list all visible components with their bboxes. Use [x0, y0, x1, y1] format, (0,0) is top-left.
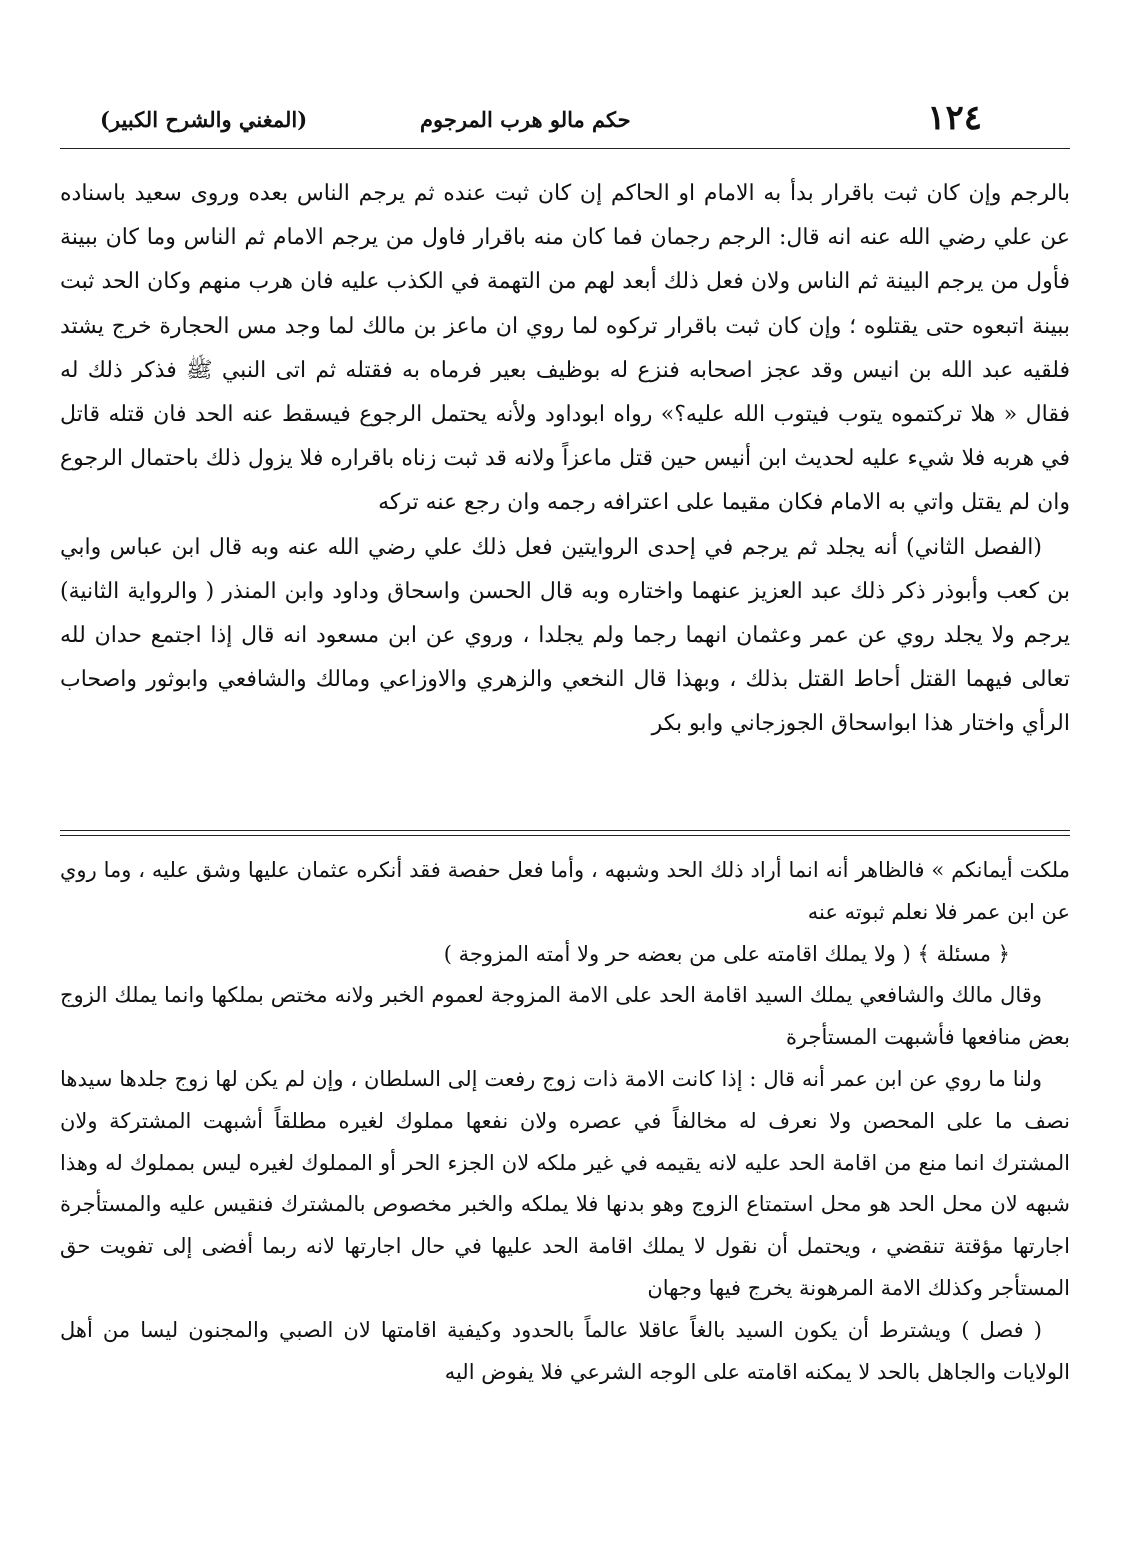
commentary-paragraph: ولنا ما روي عن ابن عمر أنه قال : إذا كانت الامة ذات زوج رفعت إلى السلطان ، وإن لم يكن لها زوج جلدها سيدها نصف ما على المحصن ولا نعرف له مخالفاً في عصره ولان نفعها مملوك لغيره مطلقاً أشبهت المشتركة ولان المشترك انما منع من اقامة الحد عليه لانه يقيمه في غير ملكه لان الجزء الحر أو المملوك لغيره ليس بمملوك له وهذا شبهه لان محل الحد هو محل استمتاع الزوج وهو بدنها فلا يملكه والخبر مخصوص بالمشترك فنقيس عليه والمستأجرة اجارتها مؤقتة تنقضي ، ويحتمل أن نقول لا يملك اقامة الحد عليها في حال اجارتها لانه ربما أفضى إلى تفويت حق المستأجر وكذلك الامة المرهونة يخرج فيها وجهان: [60, 1066, 1070, 1300]
page-header: [60, 98, 1060, 144]
main-text: [60, 172, 1070, 747]
book-title: (المغني والشرح الكبير): [100, 107, 308, 132]
commentary-text: [60, 850, 1070, 1393]
commentary-paragraph: ( فصل ) ويشترط أن يكون السيد بالغاً عاقلا عالماً بالحدود وكيفية اقامتها لان الصبي والمجنون ليسا من أهل الولايات والجاهل بالحد لا يمكنه اقامته على الوجه الشرعي فلا يفوض اليه: [60, 1317, 1070, 1384]
book-page: [60, 98, 1071, 1384]
commentary-paragraph: ملكت أيمانكم » فالظاهر أنه انما أراد ذلك الحد وشبهه ، وأما فعل حفصة فقد أنكره عثمان عليها وشق عليه ، وما روي عن ابن عمر فلا نعلم ثبوته عنه: [60, 858, 1070, 924]
footnote-separator: [60, 830, 1070, 836]
header-rule: [60, 148, 1070, 149]
section-title: حكم مالو هرب المرجوم: [420, 107, 631, 132]
masala-heading: ﴿ مسئلة ﴾ ( ولا يملك اقامته على من بعضه حر ولا أمته المزوجة ): [443, 941, 1010, 966]
main-paragraph: (الفصل الثاني) أنه يجلد ثم يرجم في إحدى الروايتين فعل ذلك علي رضي الله عنه وبه قال ابن عباس وابي بن كعب وأبوذر ذكر ذلك عبد العزيز عنهما واختاره وبه قال الحسن واسحاق وداود وابن المنذر ( والرواية الثانية) يرجم ولا يجلد روي عن عمر وعثمان انهما رجما ولم يجلدا ، وروي عن ابن مسعود انه قال إذا اجتمع حدان لله تعالى فيهما القتل أحاط القتل بذلك ، وبهذا قال النخعي والزهري والاوزاعي ومالك والشافعي وابوثور واصحاب الرأي واختار هذا ابواسحاق الجوزجاني وابو بكر: [60, 534, 1071, 737]
page-number: ١٢٤: [927, 98, 982, 138]
main-paragraph: بالرجم وإن كان ثبت باقرار بدأ به الامام او الحاكم إن كان ثبت عنده ثم يرجم الناس بعده وروى سعيد باسناده عن علي رضي الله عنه انه قال: الرجم رجمان فما كان منه باقرار فاول من يرجم الامام ثم الناس وما كان ببينة فأول من يرجم البينة ثم الناس ولان فعل ذلك أبعد لهم من التهمة في الكذب عليه فان هرب منهم وكان الحد ثبت ببينة اتبعوه حتى يقتلوه ؛ وإن كان ثبت باقرار تركوه لما روي ان ماعز بن مالك لما وجد مس الحجارة خرج يشتد فلقيه عبد الله بن انيس وقد عجز اصحابه فنزع له بوظيف بعير فرماه به فقتله ثم اتى النبي ﷺ فذكر ذلك له فقال « هلا تركتموه يتوب فيتوب الله عليه؟» رواه ابوداود ولأنه يحتمل الرجوع فيسقط عنه الحد فان قتله قاتل في هربه فلا شيء عليه لحديث ابن أنيس حين قتل ماعزاً ولانه قد ثبت زناه باقراره فلا يزول ذلك باحتمال الرجوع وان لم يقتل واتي به الامام فكان مقيما على اعترافه رجمه وان رجع عنه تركه: [60, 181, 1071, 516]
commentary-paragraph: وقال مالك والشافعي يملك السيد اقامة الحد على الامة المزوجة لعموم الخبر ولانه مختص بملكها وانما يملك الزوج بعض منافعها فأشبهت المستأجرة: [60, 983, 1070, 1050]
